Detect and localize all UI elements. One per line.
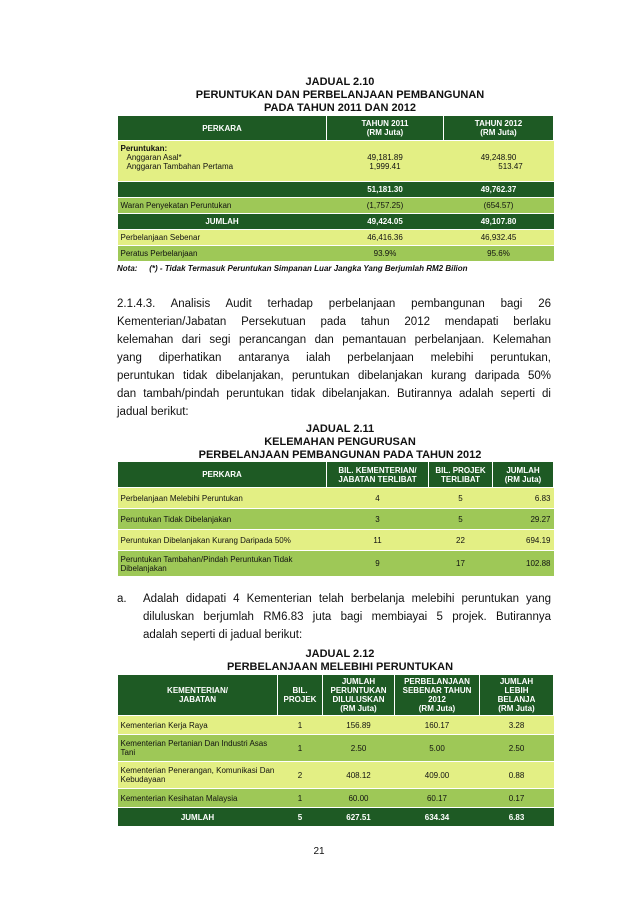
paragraph-line: adalah seperti di jadual berikut: [143,629,303,641]
col-header-perbelanjaan-sebenar: PERBELANJAAN SEBENAR TAHUN 2012 (RM Juta) [395,675,480,716]
col-header-2012: TAHUN 2012 (RM Juta) [444,116,554,141]
row-bil-kementerian: 4 [327,488,429,509]
row-label: Kementerian Penerangan, Komunikasi Dan Kebudayaan [118,762,278,789]
anggaran-asal-label: Anggaran Asal* [126,153,182,162]
col-header-kementerian: KEMENTERIAN/ JABATAN [118,675,278,716]
col-header-2011: TAHUN 2011 (RM Juta) [327,116,444,141]
row-label: Kementerian Pertanian Dan Industri Asas Tani [118,735,278,762]
row-lulus: 60.00 [323,789,395,808]
list-marker: a. [117,593,127,605]
table-row [118,716,554,735]
row-jumlah: 6.83 [493,488,554,509]
row-bil: 2 [278,762,323,789]
jumlah-label: JUMLAH [118,214,327,230]
table-row [118,182,554,198]
table-row [118,530,554,551]
subtotal-2012: 49,762.37 [444,182,554,198]
row-bil-projek: 5 [429,488,493,509]
table-row [118,551,554,577]
page-number: 21 [313,846,325,857]
row-lulus: 2.50 [323,735,395,762]
row-bil-kementerian: 9 [327,551,429,577]
row-jumlah: 694.19 [493,530,554,551]
row-lebih: 0.88 [480,762,554,789]
subtotal-2011: 51,181.30 [327,182,444,198]
table-row-total [118,808,554,827]
row-jumlah: 29.27 [493,509,554,530]
table-row [118,198,554,214]
paragraph-line: yang diperhatikan antaranya ialah perbelanjaan melebihi peruntukan, [117,352,551,364]
table-row [118,762,554,789]
sebenar-label: Perbelanjaan Sebenar [118,230,327,246]
row-bil: 1 [278,716,323,735]
table-2-11 [117,461,554,577]
row-bil-projek: 17 [429,551,493,577]
table-row [118,735,554,762]
col-header-jumlah: JUMLAH (RM Juta) [493,462,554,488]
waran-label: Waran Penyekatan Peruntukan [118,198,327,214]
row-lebih: 3.28 [480,716,554,735]
row-bil: 1 [278,735,323,762]
table-row [118,246,554,262]
row-label: Peruntukan Tidak Dibelanjakan [118,509,327,530]
table-2-12-number: JADUAL 2.12 [305,648,375,660]
row-bil-projek: 5 [429,509,493,530]
paragraph-line: kelemahan dari segi perancangan dan pemantauan perbelanjaan. Kelemahan [117,334,551,346]
row-lulus: 408.12 [323,762,395,789]
row-lulus: 156.89 [323,716,395,735]
table-2-10-title: PERUNTUKAN DAN PERBELANJAAN PEMBANGUNAN [195,89,485,101]
row-sebenar: 409.00 [395,762,480,789]
paragraph-line: Adalah didapati 4 Kementerian telah berbelanja melebihi peruntukan yang [143,593,551,605]
col-header-lebih-belanja: JUMLAH LEBIH BELANJA (RM Juta) [480,675,554,716]
table-2-12-caption [120,648,560,674]
peratus-label: Peratus Perbelanjaan [118,246,327,262]
total-lebih: 6.83 [480,808,554,827]
asal-2012: 49,248.90 [480,153,517,162]
table-2-10-note [117,264,557,273]
table-2-11-subtitle: PERBELANJAAN PEMBANGUNAN PADA TAHUN 2012 [198,449,482,461]
row-bil-kementerian: 11 [327,530,429,551]
paragraph-a [117,590,551,644]
row-label: Peruntukan Dibelanjakan Kurang Daripada 50% [118,530,327,551]
row-label: Peruntukan Tambahan/Pindah Peruntukan Tidak Dibelanjakan [118,551,327,577]
table-2-12-title: PERBELANJAAN MELEBIHI PERUNTUKAN [226,661,454,673]
total-lulus: 627.51 [323,808,395,827]
paragraph-line: jadual berikut: [117,406,189,418]
row-bil-projek: 22 [429,530,493,551]
row-bil-kementerian: 3 [327,509,429,530]
col-header-bil-kementerian: BIL. KEMENTERIAN/ JABATAN TERLIBAT [327,462,429,488]
table-row [118,789,554,808]
col-header-bil-projek: BIL. PROJEK [278,675,323,716]
row-lebih: 0.17 [480,789,554,808]
waran-2012: (654.57) [444,198,554,214]
peruntukan-label: Peruntukan: [120,144,168,153]
row-bil: 1 [278,789,323,808]
sebenar-2011: 46,416.36 [327,230,444,246]
paragraph-line: Kementerian/Jabatan Persekutuan pada tahun 2012 mendapati berlaku [117,316,551,328]
col-header-perkara: PERKARA [118,116,327,141]
table-2-10-number: JADUAL 2.10 [305,76,375,88]
jumlah-2011: 49,424.05 [327,214,444,230]
paragraph-line: peruntukan tidak dibelanjakan, peruntukan dibelanjakan kurang daripada 50% [117,370,551,382]
table-2-11-caption [120,423,560,462]
table-2-11-number: JADUAL 2.11 [305,423,375,435]
table-2-12 [117,674,554,827]
table-row [118,230,554,246]
tambahan-2011: 1,999.41 [369,162,401,171]
row-sebenar: 160.17 [395,716,480,735]
paragraph-line: dan tambah/pindah peruntukan tidak dibelanjakan. Butirannya adalah seperti di [117,388,551,400]
table-2-11-title: KELEMAHAN PENGURUSAN [264,436,416,448]
table-2-10 [117,115,554,262]
peratus-2012: 95.6% [444,246,554,262]
paragraph-line: 2.1.4.3. Analisis Audit terhadap perbelanjaan pembangunan bagi 26 [117,298,551,310]
anggaran-tambahan-label: Anggaran Tambahan Pertama [126,162,234,171]
table-row [118,214,554,230]
table-2-10-subtitle: PADA TAHUN 2011 DAN 2012 [263,102,416,114]
tambahan-2012: 513.47 [498,162,523,171]
row-sebenar: 5.00 [395,735,480,762]
paragraph-line: diluluskan berjumlah RM6.83 juta bagi membiayai 5 projek. Butirannya [143,611,551,623]
jumlah-2012: 49,107.80 [444,214,554,230]
col-header-peruntukan-diluluskan: JUMLAH PERUNTUKAN DILULUSKAN (RM Juta) [323,675,395,716]
waran-2011: (1,757.25) [327,198,444,214]
col-header-perkara: PERKARA [118,462,327,488]
table-2-10-caption [120,76,560,115]
row-jumlah: 102.88 [493,551,554,577]
nota-label: Nota: [117,264,138,273]
total-sebenar: 634.34 [395,808,480,827]
nota-text: (*) - Tidak Termasuk Peruntukan Simpanan Luar Jangka Yang Berjumlah RM2 Bilion [149,264,468,273]
total-label: JUMLAH [118,808,278,827]
row-sebenar: 60.17 [395,789,480,808]
row-label: Kementerian Kerja Raya [118,716,278,735]
table-row [118,488,554,509]
table-row [118,509,554,530]
col-header-bil-projek: BIL. PROJEK TERLIBAT [429,462,493,488]
peratus-2011: 93.9% [327,246,444,262]
total-bil: 5 [278,808,323,827]
paragraph-2-1-4-3 [117,295,551,421]
row-label: Perbelanjaan Melebihi Peruntukan [118,488,327,509]
sebenar-2012: 46,932.45 [444,230,554,246]
row-label: Kementerian Kesihatan Malaysia [118,789,278,808]
asal-2011: 49,181.89 [367,153,403,162]
table-row [118,141,554,182]
row-lebih: 2.50 [480,735,554,762]
